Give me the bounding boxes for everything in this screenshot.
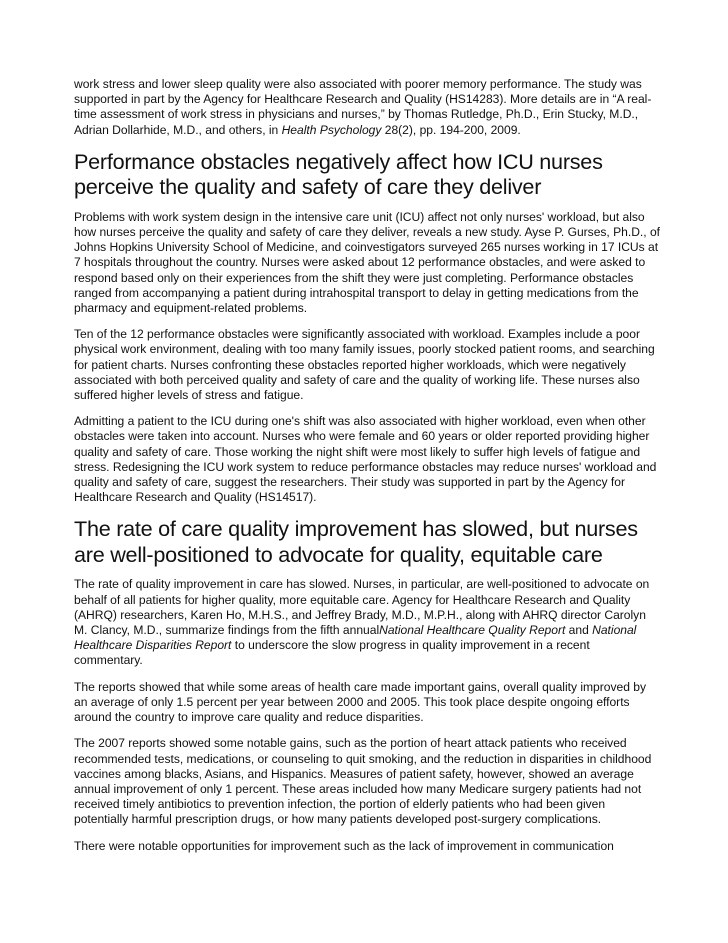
- intro-text: work stress and lower sleep quality were also associated with poorer memory performance. The study was supported in part by the Agency for Healthcare Research and Quality (HS14283). More details are in “A real-time assessment of work stress in physicians and nurses,” by Thomas Rutledge, Ph.D., Erin Stucky, M.D., Adrian Dollarhide, M.D., and others, in: [74, 77, 652, 137]
- section2-paragraph-4: There were notable opportunities for improvement such as the lack of improvement in communication: [74, 838, 614, 853]
- journal-title: Health Psychology: [281, 122, 382, 137]
- document-page: [74, 77, 660, 865]
- section-heading-quality-improvement: The rate of care quality improvement has slowed, but nurses are well-positioned to advocate for quality, equitable care: [74, 516, 638, 567]
- intro-paragraph: [74, 77, 660, 138]
- section2-p1-text-a: The rate of quality improvement in care has slowed. Nurses, in particular, are well-positioned to advocate on behalf of all patients for higher quality, more equitable care. Agency for Healthcare Research and Quality (AHRQ) researchers, Karen Ho, M.H.S., and Jeffrey Brady, M.D., M.P.H., along with AHRQ director Carolyn M. Clancy, M.D., summarize findings from the fifth annual: [74, 577, 650, 638]
- section1-paragraph-2: Ten of the 12 performance obstacles were significantly associated with workload. Examples include a poor physical work environment, dealing with too many family issues, poorly stocked patient rooms, and searching for patient charts. Nurses confronting these obstacles reported higher workloads, which were negatively associated with both perceived quality and safety of care and the quality of working life. These nurses also suffered higher levels of stress and fatigue.: [74, 327, 655, 403]
- report-title-disparities: National Healthcare Disparities Report: [74, 623, 637, 653]
- section2-p1-text-b: to underscore the slow progress in quality improvement in a recent commentary.: [74, 638, 590, 668]
- section2-paragraph-2: The reports showed that while some areas of health care made important gains, overall quality improved by an average of only 1.5 percent per year between 2000 and 2005. This took place despite ongoing efforts around the country to improve care quality and reduce disparities.: [74, 679, 646, 725]
- section2-paragraph-1: [74, 577, 660, 668]
- section-heading-icu-nurses: Performance obstacles negatively affect how ICU nurses perceive the quality and safety of care they deliver: [74, 148, 603, 200]
- report-title-quality: National Healthcare Quality Report: [379, 623, 566, 638]
- section1-paragraph-3: Admitting a patient to the ICU during one's shift was also associated with higher workload, even when other obstacles were taken into account. Nurses who were female and 60 years or older reported providing higher quality and safety of care. Those working the night shift were most likely to suffer high levels of fatigue and stress. Redesigning the ICU work system to reduce performance obstacles may reduce nurses' workload and quality and safety of care, suggest the researchers. Their study was supported in part by the Agency for Healthcare Research and Quality (HS14517).: [74, 414, 657, 505]
- section2-paragraph-3: The 2007 reports showed some notable gains, such as the portion of heart attack patients who received recommended tests, medications, or counseling to quit smoking, and the reduction in disparities in childhood vaccines among blacks, Asians, and Hispanics. Measures of patient safety, however, showed an average annual improvement of only 1 percent. These areas included how many Medicare surgery patients had not received timely antibiotics to prevention infection, the portion of elderly patients who had been given potentially harmful prescription drugs, or how many patients developed post-surgery complications.: [74, 736, 652, 827]
- intro-citation: 28(2), pp. 194-200, 2009.: [381, 122, 521, 137]
- section1-paragraph-1: Problems with work system design in the intensive care unit (ICU) affect not only nurses' workload, but also how nurses perceive the quality and safety of care they deliver, reveals a new study. Ayse P. Gurses, Ph.D., of Johns Hopkins University School of Medicine, and coinvestigators surveyed 265 nurses working in 17 ICUs at 7 hospitals throughout the country. Nurses were asked about 12 performance obstacles, and were asked to respond based only on their experiences from the shift they were just completing. Performance obstacles ranged from accompanying a patient during intrahospital transport to delay in getting medications from the pharmacy and equipment-related problems.: [74, 209, 660, 316]
- section2-p1-and: and: [565, 623, 593, 638]
